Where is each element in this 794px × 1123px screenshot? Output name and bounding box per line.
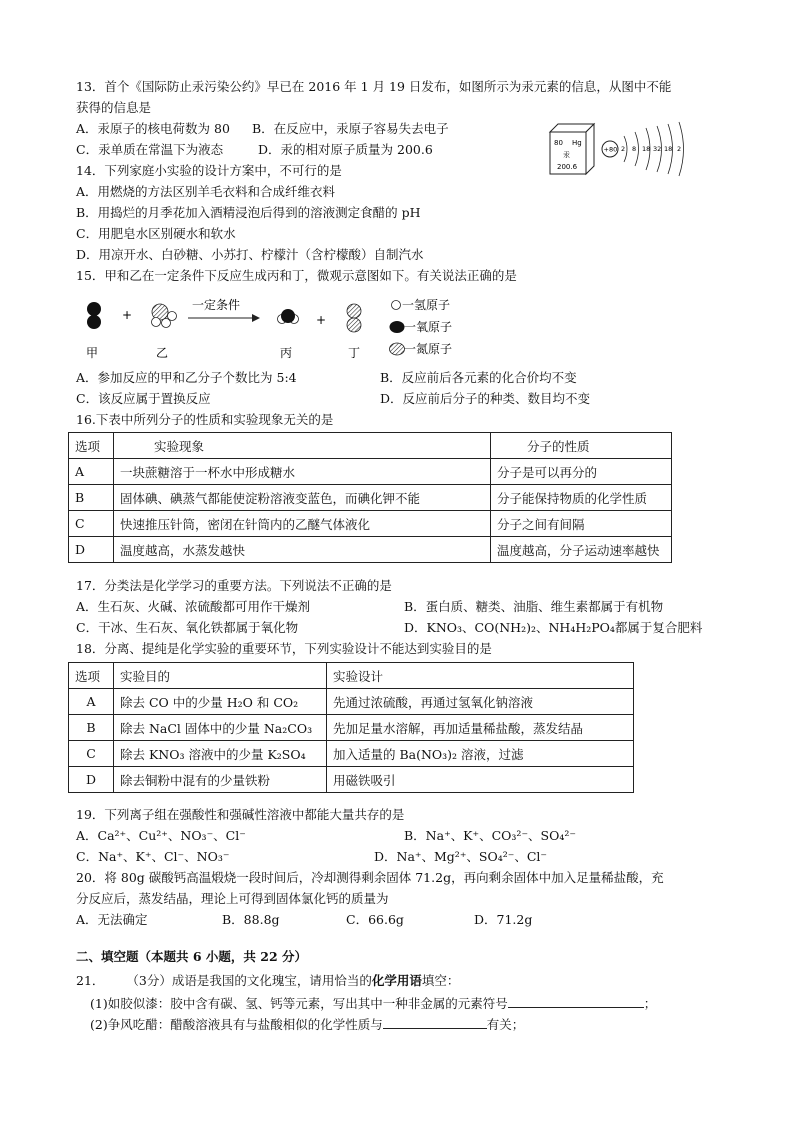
q21-text-bold: 化学用语 xyxy=(371,973,422,988)
table-cell: B xyxy=(69,485,114,511)
svg-text:+: + xyxy=(122,308,133,322)
q17-option-d-formulas: D．KNO₃、CO(NH₂)₂、NH₄H₂PO₄ xyxy=(404,620,615,635)
table-cell: 快速推压针筒，密闭在针筒内的乙醚气体液化 xyxy=(114,511,491,537)
q13-stem-line1: 13．首个《国际防止汞污染公约》早已在 2016 年 1 月 19 日发布，如图所示为汞元素的信息，从图中不能 xyxy=(76,79,672,94)
shell-6: 2 xyxy=(677,145,682,153)
table-header: 实验目的 xyxy=(114,663,327,689)
q17-option-a: A．生石灰、火碱、浓硫酸都可用作干燥剂 xyxy=(76,599,311,614)
q17-option-b: B．蛋白质、糖类、油脂、维生素都属于有机物 xyxy=(404,599,664,614)
q19-option-b: B．Na⁺、K⁺、CO₃²⁻、SO₄²⁻ xyxy=(404,828,576,843)
label-jia: 甲 xyxy=(86,346,99,360)
q19-option-c: C．Na⁺、K⁺、Cl⁻、NO₃⁻ xyxy=(76,849,230,864)
table-row xyxy=(69,511,672,537)
q17-option-d-text: 都属于复合肥料 xyxy=(614,620,703,635)
table-row xyxy=(69,459,672,485)
table-cell: 除去 NaCl 固体中的少量 Na₂CO₃ xyxy=(114,715,327,741)
q20-option-a: A．无法确定 xyxy=(76,912,148,927)
q13-option-c: C．汞单质在常温下为液态 xyxy=(76,142,224,157)
table-row xyxy=(69,485,672,511)
table-cell: 用磁铁吸引 xyxy=(327,767,634,793)
molecule-ding xyxy=(347,304,361,332)
table-header: 实验设计 xyxy=(327,663,634,689)
table-header: 分子的性质 xyxy=(491,433,672,459)
q14-stem: 14．下列家庭小实验的设计方案中，不可行的是 xyxy=(76,163,342,178)
q20-stem-line1: 20．将 80g 碳酸钙高温煅烧一段时间后，冷却测得剩余固体 71.2g，再向剩余固体中加入足量稀盐酸，充 xyxy=(76,870,664,885)
table-cell: D xyxy=(69,537,114,563)
q21-item-1-end: ； xyxy=(643,996,657,1011)
reaction-diagram xyxy=(76,292,496,364)
q21-number: 21． xyxy=(76,973,105,988)
table-cell: A xyxy=(69,689,114,715)
q18-table xyxy=(68,662,634,793)
shell-4: 32 xyxy=(653,145,662,153)
q15-option-d: D．反应前后分子的种类、数目均不变 xyxy=(380,391,591,406)
element-name: 汞 xyxy=(563,151,570,159)
q21-item-1 xyxy=(90,993,656,1013)
table-cell: D xyxy=(69,767,114,793)
table-cell: A xyxy=(69,459,114,485)
legend-hydrogen-swatch xyxy=(392,301,401,310)
table-cell: 分子能保持物质的化学性质 xyxy=(491,485,672,511)
molecule-yi xyxy=(152,304,177,328)
q14-option-b: B．用捣烂的月季花加入酒精浸泡后得到的溶液测定食醋的 pH xyxy=(76,205,421,220)
table-header: 实验现象 xyxy=(114,433,491,459)
q21-item-1-text: (1)如胶似漆：胶中含有碳、氢、钙等元素，写出其中一种非金属的元素符号 xyxy=(90,996,508,1011)
table-cell: B xyxy=(69,715,114,741)
q13-option-a: A．汞原子的核电荷数为 80 xyxy=(76,121,230,136)
q19-option-a: A．Ca²⁺、Cu²⁺、NO₃⁻、Cl⁻ xyxy=(76,828,246,843)
q14-option-a: A．用燃烧的方法区别羊毛衣料和合成纤维衣料 xyxy=(76,184,336,199)
legend-oxygen: 一氧原子 xyxy=(404,320,453,334)
svg-text:+: + xyxy=(316,313,327,327)
q17-option-c: C．干冰、生石灰、氧化铁都属于氧化物 xyxy=(76,620,299,635)
q21-text-post: 填空： xyxy=(421,973,460,988)
q20-option-d: D．71.2g xyxy=(474,912,533,927)
table-cell: C xyxy=(69,741,114,767)
table-header: 选项 xyxy=(69,433,114,459)
molecule-jia xyxy=(87,302,101,329)
table-row xyxy=(69,689,634,715)
q20-stem-line2: 分反应后，蒸发结晶，理论上可得到固体氯化钙的质量为 xyxy=(76,891,389,906)
shell-5: 18 xyxy=(664,145,673,153)
label-ding: 丁 xyxy=(348,346,361,360)
element-symbol: Hg xyxy=(572,139,582,147)
table-cell: C xyxy=(69,511,114,537)
q13-option-d: D．汞的相对原子质量为 200.6 xyxy=(258,142,433,157)
table-row xyxy=(69,537,672,563)
table-cell: 分子是可以再分的 xyxy=(491,459,672,485)
q21-item-2-end: 有关； xyxy=(486,1017,525,1032)
label-yi: 乙 xyxy=(156,346,169,360)
table-cell: 加入适量的 Ba(NO₃)₂ 溶液，过滤 xyxy=(327,741,634,767)
q15-option-b: B．反应前后各元素的化合价均不变 xyxy=(380,370,577,385)
q16-stem: 16.下表中所列分子的性质和实验现象无关的是 xyxy=(76,412,334,427)
q16-table xyxy=(68,432,672,563)
nucleus-charge: +80 xyxy=(603,145,618,154)
q13-stem-line2: 获得的信息是 xyxy=(76,100,152,115)
table-header-row xyxy=(69,663,634,689)
table-cell: 除去铜粉中混有的少量铁粉 xyxy=(114,767,327,793)
legend-nitrogen: 一氮原子 xyxy=(404,342,453,356)
q15-option-a: A．参加反应的甲和乙分子个数比为 5:4 xyxy=(76,370,297,385)
q21-item-2-text: (2)争风吃醋：醋酸溶液具有与盐酸相似的化学性质与 xyxy=(90,1017,383,1032)
shell-3: 18 xyxy=(642,145,651,153)
q14-option-c: C．用肥皂水区别硬水和软水 xyxy=(76,226,236,241)
table-cell: 先通过浓硫酸，再通过氢氧化钠溶液 xyxy=(327,689,634,715)
legend-hydrogen: 一氢原子 xyxy=(402,298,451,312)
q18-stem: 18．分离、提纯是化学实验的重要环节，下列实验设计不能达到实验目的是 xyxy=(76,641,492,656)
shell-2: 8 xyxy=(632,145,637,153)
label-bing: 丙 xyxy=(280,346,293,360)
q15-option-c: C．该反应属于置换反应 xyxy=(76,391,211,406)
q19-option-d: D．Na⁺、Mg²⁺、SO₄²⁻、Cl⁻ xyxy=(374,849,548,864)
table-cell: 固体碘、碘蒸气都能使淀粉溶液变蓝色，而碘化钾不能 xyxy=(114,485,491,511)
q21-stem xyxy=(76,972,459,990)
table-cell: 分子之间有间隔 xyxy=(491,511,672,537)
legend-oxygen-swatch xyxy=(390,321,405,333)
table-cell: 除去 KNO₃ 溶液中的少量 K₂SO₄ xyxy=(114,741,327,767)
molecule-bing xyxy=(278,309,299,324)
q15-stem: 15．甲和乙在一定条件下反应生成丙和丁，微观示意图如下。有关说法正确的是 xyxy=(76,268,517,283)
table-cell: 温度越高，水蒸发越快 xyxy=(114,537,491,563)
table-header-row xyxy=(69,433,672,459)
answer-blank-1[interactable] xyxy=(508,993,644,1008)
reaction-condition: 一定条件 xyxy=(192,298,241,312)
element-mass: 200.6 xyxy=(557,163,578,171)
element-number: 80 xyxy=(554,139,563,147)
table-row xyxy=(69,715,634,741)
table-header: 选项 xyxy=(69,663,114,689)
mercury-element-figure xyxy=(546,112,694,178)
table-cell: 除去 CO 中的少量 H₂O 和 CO₂ xyxy=(114,689,327,715)
table-cell: 温度越高，分子运动速率越快 xyxy=(491,537,672,563)
table-row xyxy=(69,741,634,767)
q13-option-b: B．在反应中，汞原子容易失去电子 xyxy=(252,121,449,136)
q21-item-2 xyxy=(90,1014,524,1034)
table-cell: 一块蔗糖溶于一杯水中形成糖水 xyxy=(114,459,491,485)
q20-option-c: C．66.6g xyxy=(346,912,404,927)
table-row xyxy=(69,767,634,793)
q20-option-b: B．88.8g xyxy=(222,912,280,927)
section-title: 二、填空题（本题共 6 小题，共 22 分） xyxy=(76,949,308,964)
answer-blank-2[interactable] xyxy=(383,1014,487,1029)
q19-stem: 19．下列离子组在强酸性和强碱性溶液中都能大量共存的是 xyxy=(76,807,405,822)
q17-stem: 17．分类法是化学学习的重要方法。下列说法不正确的是 xyxy=(76,578,392,593)
legend-nitrogen-swatch xyxy=(390,343,405,355)
q21-text-pre: （3分）成语是我国的文化瑰宝，请用恰当的 xyxy=(126,973,372,988)
q14-option-d: D．用凉开水、白砂糖、小苏打、柠檬汁（含柠檬酸）自制汽水 xyxy=(76,247,424,262)
q17-option-d xyxy=(404,619,702,637)
table-cell: 先加足量水溶解，再加适量稀盐酸，蒸发结晶 xyxy=(327,715,634,741)
shell-1: 2 xyxy=(621,145,626,153)
